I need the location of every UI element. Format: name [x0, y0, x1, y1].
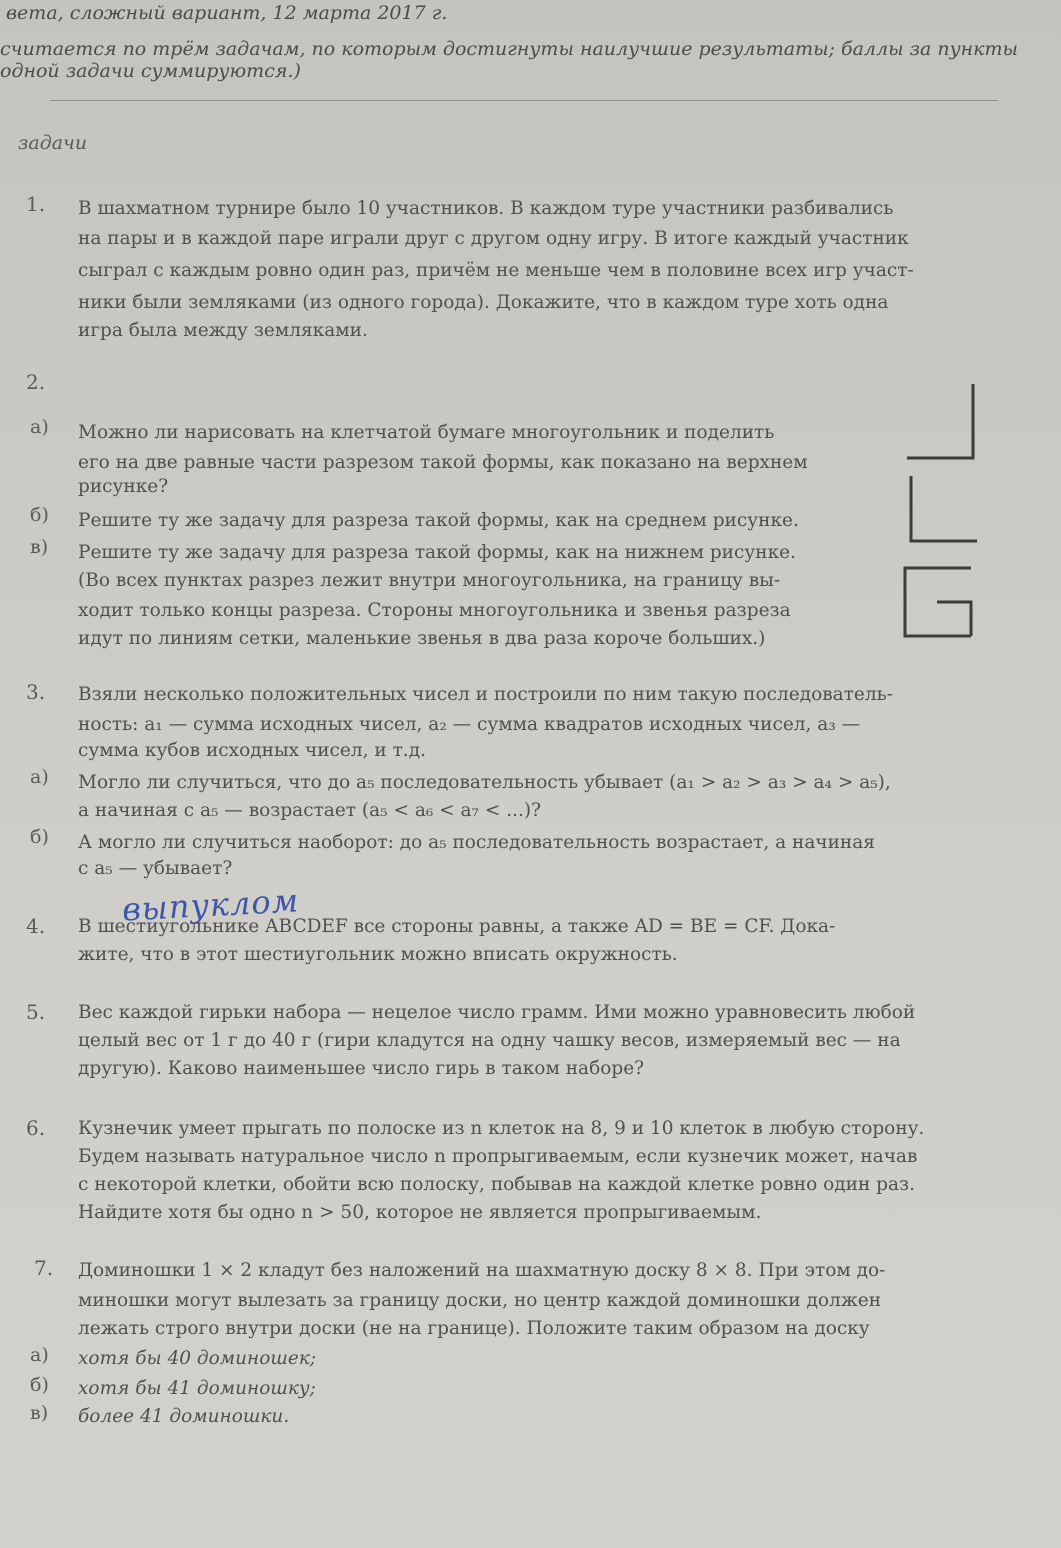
problem-3-line: ность: a₁ — сумма исходных чисел, a₂ — сумма квадратов исходных чисел, a₃ — — [78, 714, 861, 735]
problem-number: 6. — [26, 1116, 46, 1140]
part-label: а) — [30, 766, 49, 788]
part-label: а) — [30, 416, 49, 438]
problem-2c-line: Решите ту же задачу для разреза такой формы, как на нижнем рисунке. — [78, 542, 796, 563]
problem-7-line: лежать строго внутри доски (не на границе). Положите таким образом на доску — [78, 1318, 870, 1339]
problem-5-line: целый вес от 1 г до 40 г (гири кладутся на одну чашку весов, измеряемый вес — на — [78, 1030, 901, 1051]
bottom-cut-shape-inner — [937, 602, 971, 636]
problem-number: 5. — [26, 1000, 46, 1024]
problem-7b-line: хотя бы 41 доминошку; — [78, 1378, 316, 1399]
problem-number: 3. — [26, 680, 46, 704]
problem-7c-line: более 41 доминошки. — [78, 1406, 290, 1427]
problem-3-line: сумма кубов исходных чисел, и т.д. — [78, 740, 426, 761]
problem-number: 2. — [26, 370, 46, 394]
cut-shapes-figure — [895, 380, 995, 650]
problem-number: 4. — [26, 914, 46, 938]
problem-2c-line: идут по линиям сетки, маленькие звенья в два раза короче больших.) — [78, 628, 766, 649]
middle-cut-shape — [911, 476, 977, 541]
part-label: в) — [30, 536, 49, 558]
problem-3-line: Взяли несколько положительных чисел и построили по ним такую последователь- — [78, 684, 893, 705]
problem-3b-line: с a₅ — убывает? — [78, 858, 233, 879]
problem-1-line: В шахматном турнире было 10 участников. В каждом туре участники разбивались — [78, 198, 894, 219]
problem-6-line: Кузнечик умеет прыгать по полоске из n клеток на 8, 9 и 10 клеток в любую сторону. — [78, 1118, 925, 1139]
problem-1-line: на пары и в каждой паре играли друг с другом одну игру. В итоге каждый участник — [78, 228, 909, 249]
problem-1-line: ники были земляками (из одного города). Докажите, что в каждом туре хоть одна — [78, 292, 889, 313]
section-title: задачи — [18, 132, 88, 154]
header-line-3: одной задачи суммируются.) — [0, 60, 301, 82]
problem-2c-line: ходит только концы разреза. Стороны многоугольника и звенья разреза — [78, 600, 791, 621]
problem-4-line: В шестиугольнике ABCDEF все стороны равны, а также AD = BE = CF. Дока- — [78, 916, 836, 937]
problem-2a-line: Можно ли нарисовать на клетчатой бумаге многоугольник и поделить — [78, 422, 775, 443]
problem-7a-line: хотя бы 40 доминошек; — [78, 1348, 317, 1369]
part-label: б) — [30, 1374, 49, 1396]
problem-3a-line: Могло ли случиться, что до a₅ последовательность убывает (a₁ > a₂ > a₃ > a₄ > a₅), — [78, 772, 891, 793]
top-cut-shape — [907, 384, 973, 458]
problem-7-line: Доминошки 1 × 2 кладут без наложений на шахматную доску 8 × 8. При этом до- — [78, 1260, 886, 1281]
part-label: в) — [30, 1402, 49, 1424]
problem-3b-line: А могло ли случиться наоборот: до a₅ последовательность возрастает, а начиная — [78, 832, 875, 853]
problem-number: 7. — [34, 1256, 54, 1280]
problem-7-line: миношки могут вылезать за границу доски, но центр каждой доминошки должен — [78, 1290, 882, 1311]
header-line-1: вета, сложный вариант, 12 марта 2017 г. — [6, 2, 448, 24]
problem-6-line: Найдите хотя бы одно n > 50, которое не является пропрыгиваемым. — [78, 1202, 762, 1223]
problem-1-line: сыграл с каждым ровно один раз, причём не меньше чем в половине всех игр участ- — [78, 260, 914, 281]
problem-number: 1. — [26, 192, 46, 216]
part-label: а) — [30, 1344, 49, 1366]
problem-6-line: с некоторой клетки, обойти всю полоску, побывав на каждой клетке ровно один раз. — [78, 1174, 916, 1195]
problem-2b-line: Решите ту же задачу для разреза такой формы, как на среднем рисунке. — [78, 510, 799, 531]
part-label: б) — [30, 826, 49, 848]
problem-5-line: другую). Каково наименьшее число гирь в таком наборе? — [78, 1058, 645, 1079]
problem-4-line: жите, что в этот шестиугольник можно вписать окружность. — [78, 944, 678, 965]
handwritten-note: выпуклом — [121, 881, 301, 929]
problem-6-line: Будем называть натуральное число n пропрыгиваемым, если кузнечик может, начав — [78, 1146, 918, 1167]
problem-2c-line: (Во всех пунктах разрез лежит внутри многоугольника, на границу вы- — [78, 570, 781, 591]
problem-2a-line: рисунке? — [78, 476, 169, 497]
problem-3a-line: а начиная с a₅ — возрастает (a₅ < a₆ < a₇ < ...)? — [78, 800, 542, 821]
header-divider — [50, 100, 998, 101]
header-line-2: считается по трём задачам, по которым достигнуты наилучшие результаты; баллы за пункты — [0, 38, 1018, 60]
problem-2a-line: его на две равные части разрезом такой формы, как показано на верхнем — [78, 452, 808, 473]
problem-1-line: игра была между земляками. — [78, 320, 368, 341]
part-label: б) — [30, 504, 49, 526]
problem-5-line: Вес каждой гирьки набора — нецелое число грамм. Ими можно уравновесить любой — [78, 1002, 916, 1023]
